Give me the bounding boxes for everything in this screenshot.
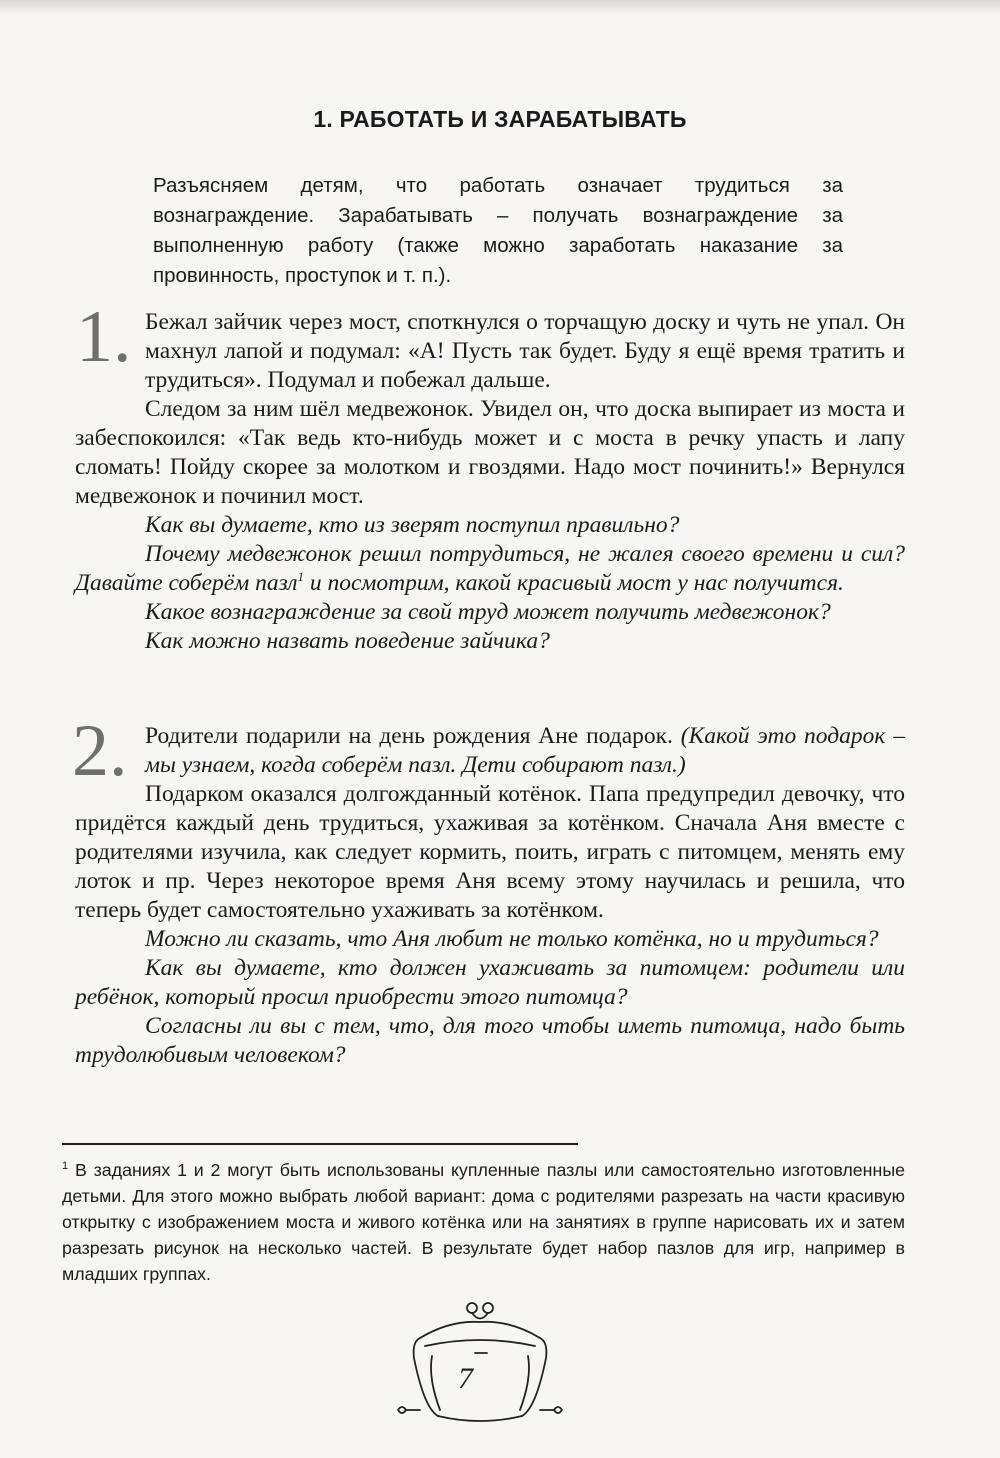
section-1-question-4: Как можно назвать поведение зайчика? bbox=[145, 628, 550, 654]
wallet-icon bbox=[380, 1298, 580, 1428]
page-title: 1. РАБОТАТЬ И ЗАРАБАТЫВАТЬ bbox=[313, 106, 687, 132]
section-1-question-2a: Почему медвежонок решил потрудиться, не жалея своего времени и сил? Давайте соберём пазл bbox=[75, 541, 905, 596]
section-2-paragraph-1-text: Родители подарили на день рождения Ане подарок. bbox=[145, 723, 681, 749]
footnote-text: В заданиях 1 и 2 могут быть использованы купленные пазлы или самостоятельно изготовленные детьми. Для этого можно выбрать любой вариант: дома с родителями разрезать на части красивую открытку с изображением моста и живого котёнка или на занятиях в группе нарисовать их и затем разрезать рисунок на несколько частей. В результате будет набор пазлов для игр, например в младших группах. bbox=[62, 1160, 905, 1284]
page-number: 7 bbox=[458, 1362, 473, 1395]
section-2-number: 2. bbox=[72, 710, 128, 792]
page-edge bbox=[0, 0, 1000, 14]
footnote-divider bbox=[62, 1143, 578, 1145]
section-2-question-3: Согласны ли вы с тем, что, для того чтобы иметь питомца, надо быть трудолюбивым человеком? bbox=[75, 1013, 905, 1068]
section-1-number: 1. bbox=[76, 296, 132, 378]
section-1-paragraph-2: Следом за ним шёл медвежонок. Увидел он, что доска выпирает из моста и забеспокоился: «Так ведь кто-нибудь может и с моста в речку упасть и лапу сломать! Пойду скорее за молотком и гвоздями. Надо мост починить!» Вернулся медвежонок и починил мост. bbox=[75, 396, 905, 509]
section-2-paragraph-1 bbox=[75, 722, 905, 780]
section-1-question-2b: и посмотрим, какой красивый мост у нас получится. bbox=[303, 570, 844, 596]
footnote bbox=[62, 1157, 905, 1287]
section-1 bbox=[75, 308, 905, 656]
intro-paragraph bbox=[153, 171, 843, 291]
section-2-question-2: Как вы думаете, кто должен ухаживать за питомцем: родители или ребёнок, который просил приобрести этого питомца? bbox=[75, 955, 905, 1010]
section-2-paragraph-2: Подарком оказался долгожданный котёнок. Папа предупредил девочку, что придётся каждый день трудиться, ухаживая за котёнком. Сначала Аня вместе с родителями изучила, как следует кормить, поить, играть с питомцем, менять ему лоток и пр. Через некоторое время Аня всему этому научилась и решила, что теперь будет самостоятельно ухаживать за котёнком. bbox=[75, 781, 905, 923]
section-2-question-1: Можно ли сказать, что Аня любит не только котёнка, но и трудиться? bbox=[145, 926, 879, 952]
section-1-question-1: Как вы думаете, кто из зверят поступил правильно? bbox=[145, 512, 680, 538]
footnote-mark: 1 bbox=[62, 1160, 69, 1173]
intro-text: Разъясняем детям, что работать означает трудиться за вознаграждение. Зарабатывать – получать вознаграждение за выполненную работу (также можно заработать наказание за провинность, проступок и т. п.). bbox=[153, 174, 843, 287]
section-1-paragraph-1: Бежал зайчик через мост, споткнулся о торчащую доску и чуть не упал. Он махнул лапой и подумал: «А! Пусть так будет. Буду я ещё время тратить и трудиться». Подумал и побежал дальше. bbox=[145, 309, 905, 393]
section-2 bbox=[75, 722, 905, 1070]
section-1-question-3: Какое вознаграждение за свой труд может получить медвежонок? bbox=[145, 599, 831, 625]
section-2-paragraph-1-italic: (Какой это подарок – мы узнаем, когда соберём пазл. Дети собирают пазл.) bbox=[145, 723, 905, 778]
footnote-ref: 1 bbox=[297, 569, 304, 585]
